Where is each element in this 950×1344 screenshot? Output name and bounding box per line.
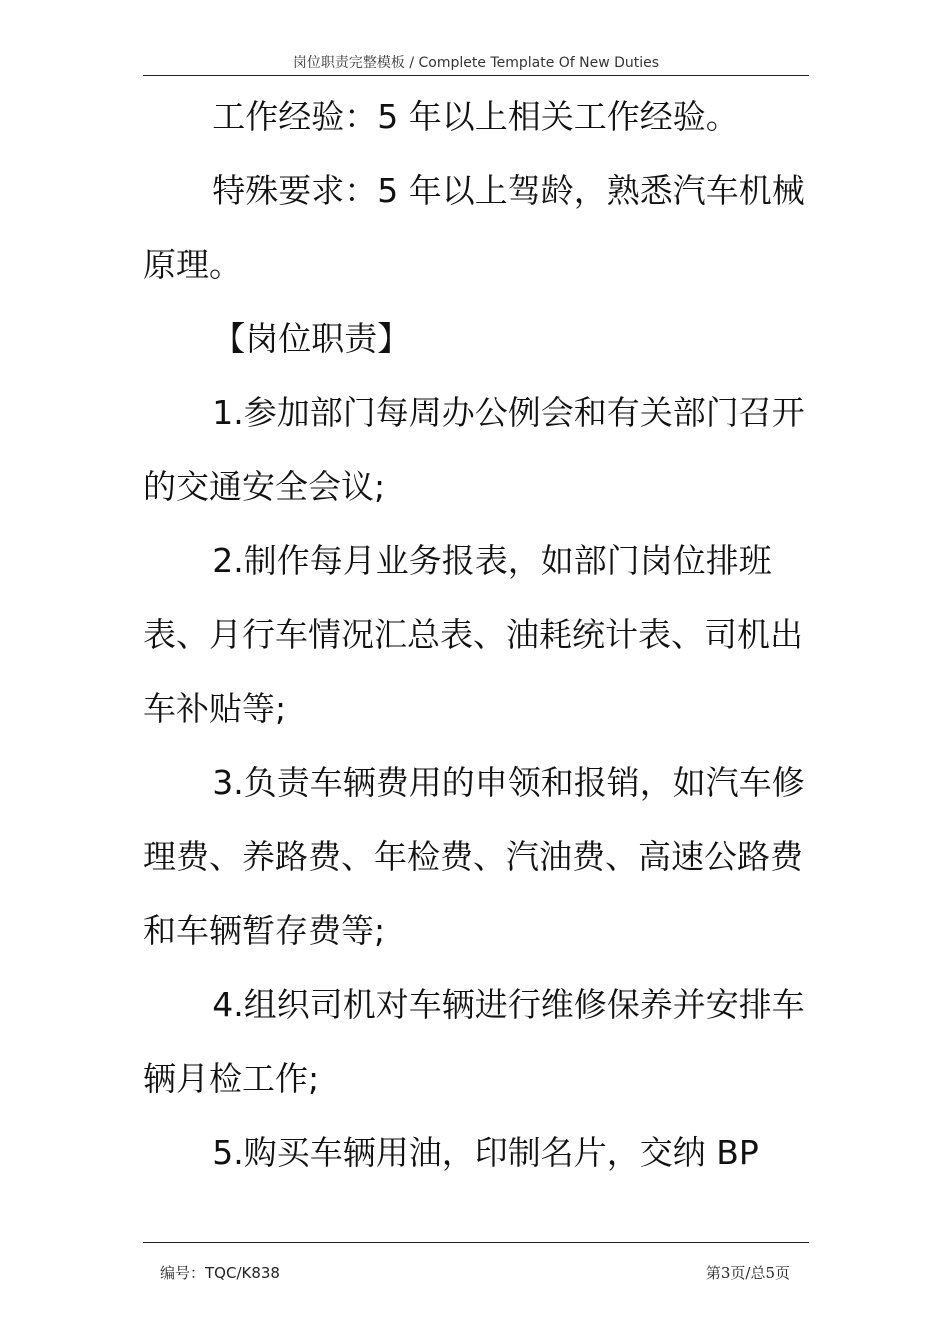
- footer-divider: [143, 1242, 809, 1243]
- duty-item-1: 1.参加部门每周办公例会和有关部门召开的交通安全会议;: [143, 393, 805, 506]
- document-body: [143, 80, 809, 1190]
- section-heading-duties: 【岗位职责】: [212, 319, 411, 358]
- page-header: 岗位职责完整模板 / Complete Template Of New Duties: [292, 55, 660, 71]
- document-code: 编号：TQC/K838: [160, 1264, 280, 1282]
- duty-item-2: 2.制作每月业务报表，如部门岗位排班表、月行车情况汇总表、油耗统计表、司机出车补贴等;: [143, 541, 803, 728]
- paragraph-special-requirements: 特殊要求：5 年以上驾龄，熟悉汽车机械原理。: [143, 171, 805, 284]
- duty-item-4: 4.组织司机对车辆进行维修保养并安排车辆月检工作;: [143, 985, 805, 1098]
- page-number: 第3页/总5页: [705, 1264, 790, 1282]
- header-divider: [143, 75, 809, 76]
- duty-item-3: 3.负责车辆费用的申领和报销，如汽车修理费、养路费、年检费、汽油费、高速公路费和车辆暂存费等;: [143, 763, 805, 950]
- paragraph-work-experience: 工作经验：5 年以上相关工作经验。: [212, 97, 739, 136]
- duty-item-5: 5.购买车辆用油，印制名片，交纳 BP: [212, 1133, 759, 1172]
